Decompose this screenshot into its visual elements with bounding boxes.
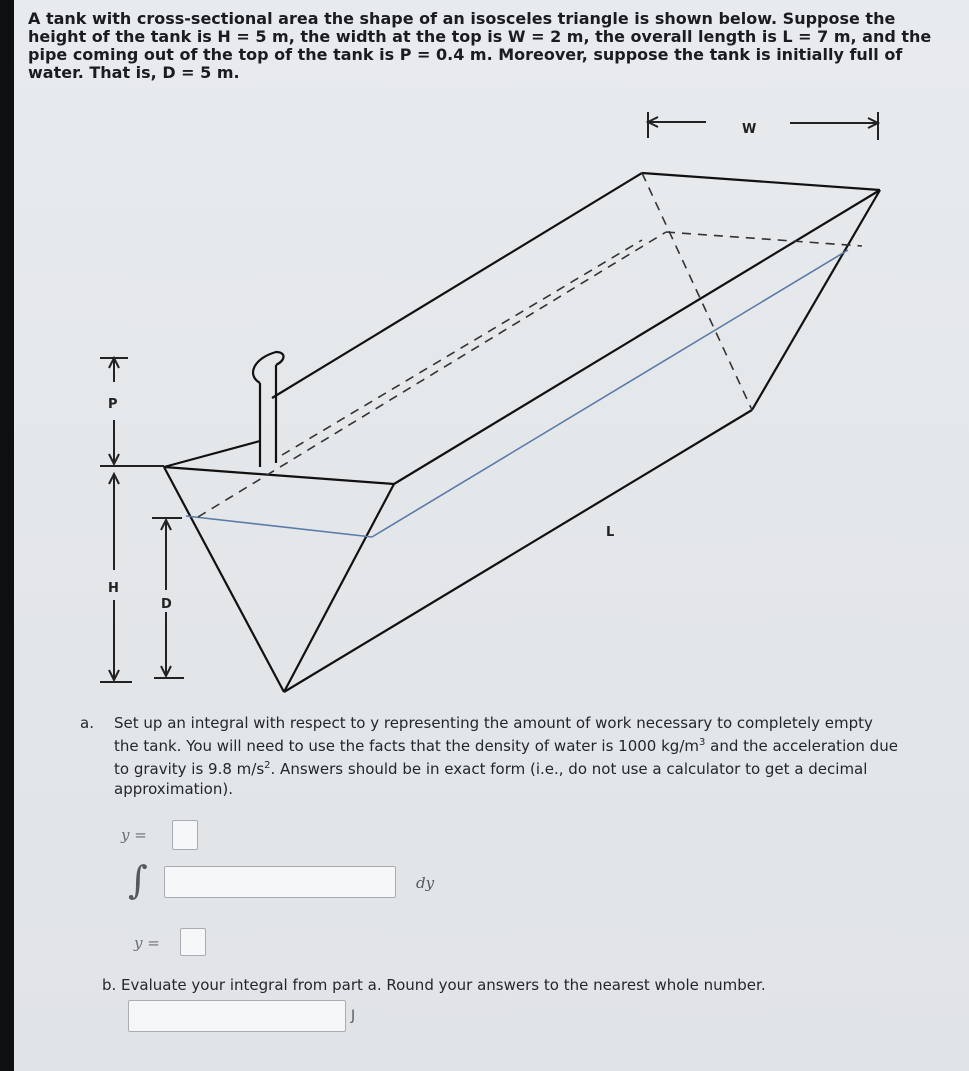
label-l: L (606, 525, 615, 540)
lower-limit-label: y = (134, 934, 160, 952)
water-surface (186, 250, 848, 537)
part-a-question (80, 713, 900, 799)
part-b-unit: J (351, 1008, 356, 1024)
integrand-input[interactable] (164, 866, 396, 898)
part-a-sup-3: 3 (699, 737, 706, 748)
part-a-text-main: Set up an integral with respect to y representing the amount of work necessary to completely empty the tank. You will need to use the facts that the density of water is 1000 kg/m (114, 714, 873, 755)
part-a-text (114, 713, 900, 799)
hidden-edges (198, 173, 862, 517)
tank-diagram (14, 0, 969, 1071)
upper-limit-label: y = (121, 826, 147, 844)
label-p: P (108, 397, 118, 412)
part-a-text-end: . Answers should be in exact form (i.e., do not use a calculator to get a decimal approximation). (114, 760, 868, 798)
tank-outline (164, 173, 880, 692)
dy-label: dy (416, 874, 435, 892)
label-h: H (108, 581, 119, 596)
part-b-answer-input[interactable] (128, 1000, 346, 1032)
part-a-text-mid: and the acceleration due to gravity is 9.8 m/s (114, 737, 898, 778)
pipe (253, 352, 283, 467)
p-dimension (100, 358, 164, 466)
integral-icon: ∫ (128, 858, 148, 902)
width-dimension (648, 112, 878, 140)
part-a-sup-2: 2 (264, 760, 271, 771)
screen (14, 0, 969, 1071)
h-dimension (100, 474, 132, 682)
part-b-question: b. Evaluate your integral from part a. Round your answers to the nearest whole number. (102, 976, 766, 994)
lower-limit-input[interactable] (180, 928, 206, 956)
upper-limit-input[interactable] (172, 820, 198, 850)
label-d: D (161, 597, 172, 612)
label-w: W (742, 122, 757, 137)
problem-intro: A tank with cross-sectional area the shape of an isosceles triangle is shown below. Suppose the height of the tank is H = 5 m, the width at the top is W = 2 m, the overall length is L = 7 m, and the pipe coming out of the top of the tank is P = 0.4 m. Moreover, suppose the tank is initially full of water. That is, D = 5 m. (28, 9, 932, 82)
part-a-letter: a. (80, 714, 94, 732)
